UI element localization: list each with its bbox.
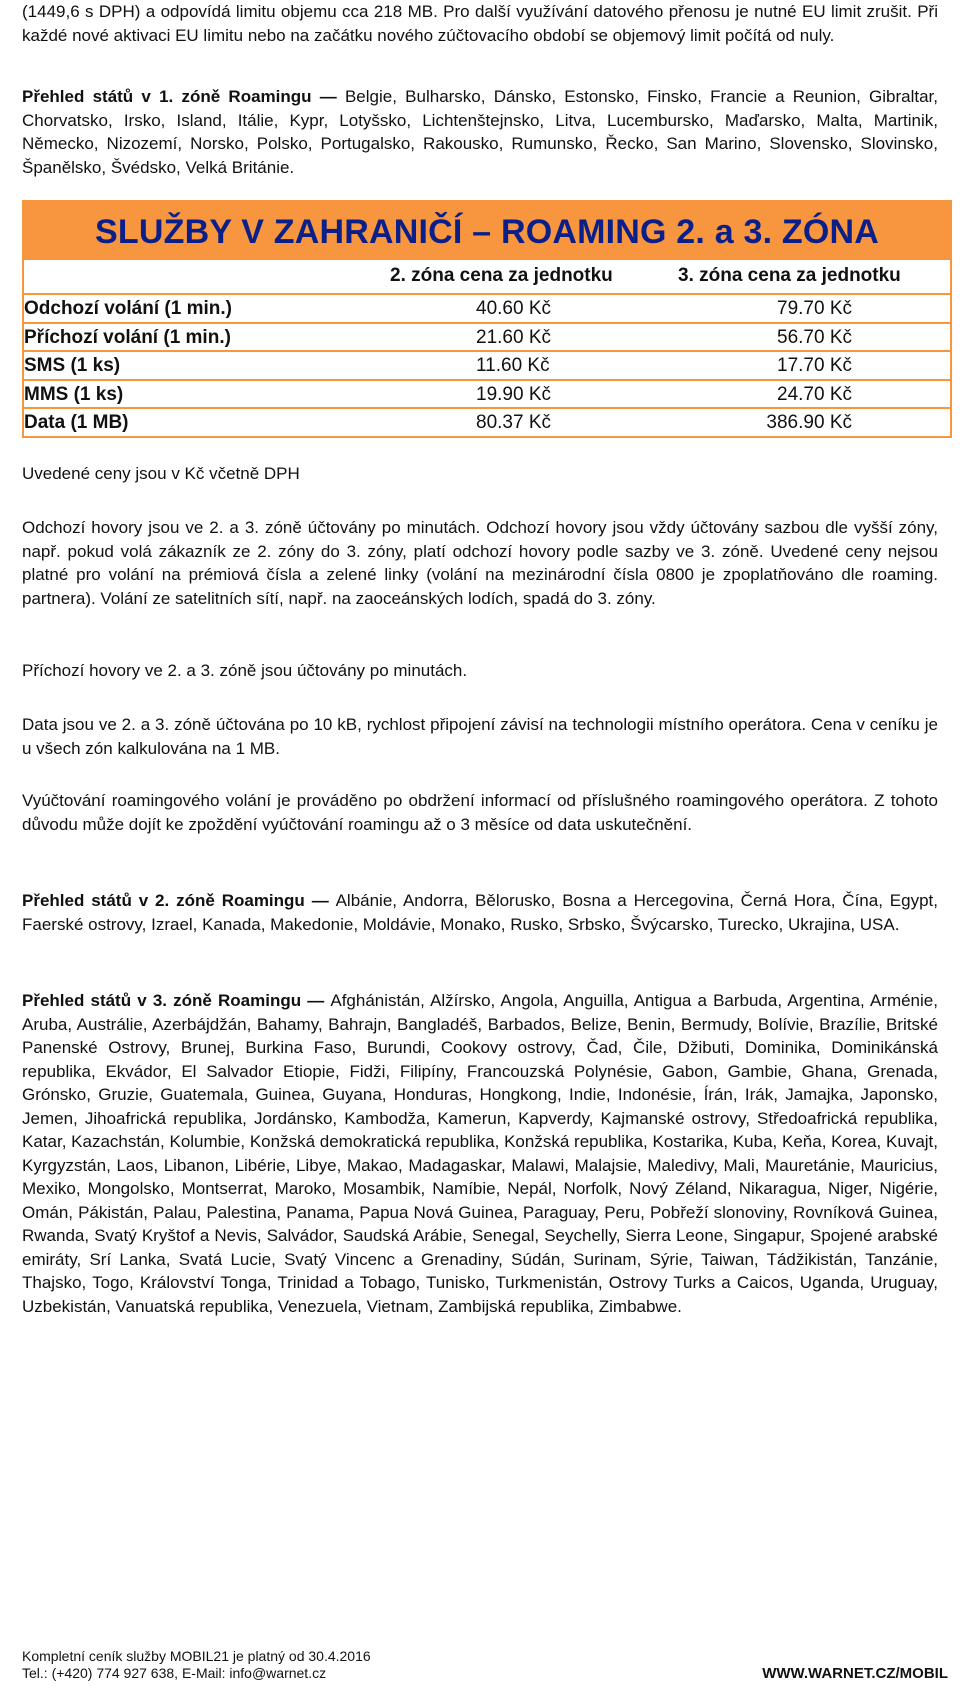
roaming-price-table — [22, 200, 952, 438]
zone2-price: 40.60 Kč — [476, 298, 551, 319]
column-header-zone3: 3. zóna cena za jednotku — [678, 265, 901, 286]
table-row — [24, 352, 950, 381]
zone3-countries — [22, 989, 938, 1318]
zone2-dash: — — [304, 891, 336, 910]
zone2-price: 11.60 Kč — [476, 355, 550, 376]
row-label: MMS (1 ks) — [24, 383, 124, 405]
row-label: Odchozí volání (1 min.) — [24, 298, 232, 319]
zone3-label: Přehled států v 3. zóně Roamingu — [22, 991, 302, 1010]
zone3-price: 17.70 Kč — [777, 355, 852, 376]
zone2-countries — [22, 889, 938, 936]
footer-contact: Tel.: (+420) 774 927 638, E-Mail: info@warnet.cz — [22, 1665, 327, 1681]
zone2-price: 21.60 Kč — [476, 326, 551, 348]
footer-website-link[interactable]: WWW.WARNET.CZ/MOBIL — [762, 1665, 948, 1682]
table-row — [24, 409, 950, 436]
zone2-price: 19.90 Kč — [476, 383, 551, 405]
incoming-calls-paragraph: Příchozí hovory ve 2. a 3. zóně jsou účtovány po minutách. — [22, 661, 468, 680]
row-label: SMS (1 ks) — [24, 355, 121, 376]
row-label: Příchozí volání (1 min.) — [24, 326, 231, 348]
table-row — [24, 381, 950, 410]
zone3-price: 79.70 Kč — [777, 298, 852, 319]
column-header-zone2: 2. zóna cena za jednotku — [390, 265, 613, 286]
zone2-label: Přehled států v 2. zóně Roamingu — [22, 891, 305, 910]
data-paragraph: Data jsou ve 2. a 3. zóně účtována po 10 kB, rychlost připojení závisí na technologii místního operátora. Cena v ceníku je u všech zón kalkulována na 1 MB. — [22, 715, 938, 758]
zone3-price: 24.70 Kč — [777, 383, 852, 405]
outgoing-calls-paragraph: Odchozí hovory jsou ve 2. a 3. zóně účtovány po minutách. Odchozí hovory jsou vždy účtovány sazbou dle vyšší zóny, např. pokud volá zákazník ze 2. zóny do 3. zóny, platí odchozí hovory podle sazby ve 3. zóně. Uvedené ceny nejsou platné pro volání na prémiová čísla a zelené linky (volání na mezinárodní čísla 0800 je zpoplatňováno dle roaming. partnera). Volání ze satelitních sítí, např. na zaoceánských lodích, spadá do 3. zóny. — [22, 518, 938, 608]
intro-paragraph: (1449,6 s DPH) a odpovídá limitu objemu cca 218 MB. Pro další využívání datového přenosu je nutné EU limit zrušit. Při každé nové aktivaci EU limitu nebo na začátku nového zúčtovacího období se objemový limit počítá od nuly. — [22, 2, 938, 45]
zone2-list: Albánie, Andorra, Bělorusko, Bosna a Hercegovina, Černá Hora, Čína, Egypt, Faerské ostrovy, Izrael, Kanada, Makedonie, Moldávie, Monako, Rusko, Srbsko, Švýcarsko, Turecko, Ukrajina, USA. — [22, 891, 938, 934]
table-title: SLUŽBY V ZAHRANIČÍ – ROAMING 2. a 3. ZÓNA — [24, 202, 950, 260]
zone3-list: Afghánistán, Alžírsko, Angola, Anguilla, Antigua a Barbuda, Argentina, Arménie, Aruba, Austrálie, Azerbájdžán, Bahamy, Bahrajn, Bangladéš, Barbados, Belize, Benin, Bermudy, Bolívie, Brazílie, Britské Panenské Ostrovy, Brunej, Burkina Faso, Burundi, Cookovy ostrovy, Čad, Čile, Džibuti, Dominika, Dominikánská republika, Ekvádor, El Salvador Etiopie, Fidži, Filipíny, Francouzská Polynésie, Gabon, Gambie, Ghana, Grenada, Grónsko, Gruzie, Guatemala, Guinea, Guyana, Honduras, Hongkong, Indie, Indonésie, Írán, Irák, Jamajka, Japonsko, Jemen, Jihoafrická republika, Jordánsko, Kambodža, Kamerun, Kapverdy, Kajmanské ostrovy, Středoafrická republika, Katar, Kazachstán, Kolumbie, Konžská demokratická republika, Konžská republika, Kostarika, Kuba, Keňa, Korea, Kuvajt, Kyrgyzstán, Laos, Libanon, Libérie, Libye, Makao, Madagaskar, Malawi, Malajsie, Maledivy, Mali, Mauretánie, Mauricius, Mexiko, Mongolsko, Montserrat, Maroko, Mosambik, Namíbie, Nepál, Norfolk, Nový Zéland, Nikaragua, Niger, Nigérie, Omán, Pákistán, Palau, Palestina, Panama, Papua Nová Guinea, Paraguay, Peru, Pobřeží slonoviny, Rovníková Guinea, Rwanda, Svatý Kryštof a Nevis, Salvádor, Saudská Arábie, Senegal, Seychelly, Sierra Leone, Singapur, Spojené arabské emiráty, Srí Lanka, Svatá Lucie, Svatý Vincenc a Grenadiny, Súdán, Surinam, Sýrie, Taiwan, Tádžikistán, Tanzánie, Thajsko, Togo, Království Tonga, Trinidad a Tobago, Tunisko, Turkmenistán, Ostrovy Turks a Caicos, Uganda, Uruguay, Uzbekistán, Vanuatská republika, Venezuela, Vietnam, Zambijská republika, Zimbabwe. — [22, 991, 938, 1316]
zone1-label: Přehled států v 1. zóně Roamingu — [22, 87, 312, 106]
footer-validity: Kompletní ceník služby MOBIL21 je platný od 30.4.2016 — [22, 1648, 371, 1664]
billing-paragraph: Vyúčtování roamingového volání je prováděno po obdržení informací od příslušného roamingového operátora. Z tohoto důvodu může dojít ke zpoždění vyúčtování roamingu až o 3 měsíce od data uskutečnění. — [22, 791, 938, 834]
zone3-price: 386.90 Kč — [766, 412, 852, 433]
row-label: Data (1 MB) — [24, 412, 129, 433]
zone1-dash: — — [311, 87, 345, 106]
table-row — [24, 324, 950, 353]
zone3-price: 56.70 Kč — [777, 326, 852, 348]
zone1-countries — [22, 85, 938, 179]
zone3-dash: — — [301, 991, 331, 1010]
table-column-headers — [24, 260, 950, 295]
zone1-list: Belgie, Bulharsko, Dánsko, Estonsko, Finsko, Francie a Reunion, Gibraltar, Chorvatsko, Irsko, Island, Itálie, Kypr, Lotyšsko, Lichtenštejnsko, Litva, Lucembursko, Maďarsko, Malta, Martinik, Německo, Nizozemí, Norsko, Polsko, Portugalsko, Rakousko, Rumunsko, Řecko, San Marino, Slovensko, Slovinsko, Španělsko, Švédsko, Velká Británie. — [22, 87, 938, 177]
zone2-price: 80.37 Kč — [476, 412, 551, 433]
table-row — [24, 295, 950, 324]
page-footer — [22, 1648, 948, 1682]
vat-note: Uvedené ceny jsou v Kč včetně DPH — [22, 464, 300, 483]
